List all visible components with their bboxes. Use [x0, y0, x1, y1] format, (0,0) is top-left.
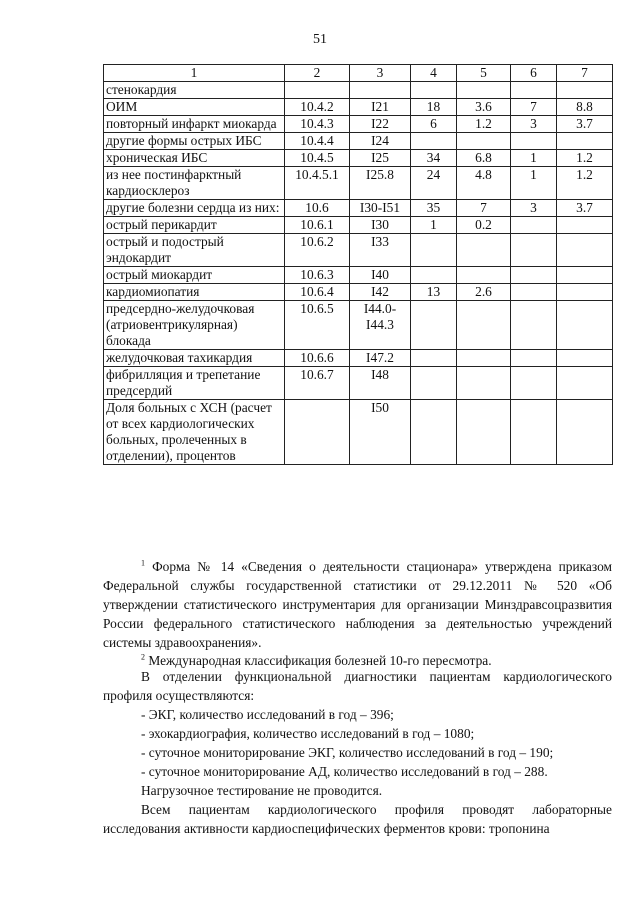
row-label-cell: острый миокардит: [104, 267, 285, 284]
table-row: [104, 200, 613, 217]
table-cell: 35: [411, 200, 457, 217]
table-cell: 10.4.5.1: [285, 167, 350, 200]
header-cell: 7: [557, 65, 613, 82]
table-cell: 10.6.3: [285, 267, 350, 284]
row-label-cell: предсердно-желудочковая (атриовентрикулярная) блокада: [104, 301, 285, 350]
table-cell: I33: [350, 234, 411, 267]
table-cell: 1.2: [457, 116, 511, 133]
table-cell: [511, 400, 557, 465]
table-row: [104, 400, 613, 465]
table-cell: [557, 234, 613, 267]
table-cell: [411, 234, 457, 267]
table-cell: 3.7: [557, 116, 613, 133]
table-cell: [457, 367, 511, 400]
table-cell: [457, 267, 511, 284]
table-cell: 8.8: [557, 99, 613, 116]
row-label-cell: стенокардия: [104, 82, 285, 99]
table-cell: [511, 234, 557, 267]
table-cell: I25.8: [350, 167, 411, 200]
table-cell: I30: [350, 217, 411, 234]
table-cell: [511, 284, 557, 301]
table-row: [104, 82, 613, 99]
row-label-cell: другие болезни сердца из них:: [104, 200, 285, 217]
table-cell: [457, 234, 511, 267]
table-cell: 1: [511, 167, 557, 200]
row-label-cell: повторный инфаркт миокарда: [104, 116, 285, 133]
table-cell: [411, 301, 457, 350]
table-cell: 1: [411, 217, 457, 234]
table-cell: I44.0-I44.3: [350, 301, 411, 350]
table-cell: [511, 82, 557, 99]
header-cell: 6: [511, 65, 557, 82]
row-label-cell: желудочковая тахикардия: [104, 350, 285, 367]
table-cell: 3: [511, 200, 557, 217]
table-cell: 3.6: [457, 99, 511, 116]
row-label-cell: другие формы острых ИБС: [104, 133, 285, 150]
table-cell: 10.4.4: [285, 133, 350, 150]
table-cell: [457, 350, 511, 367]
header-cell: 5: [457, 65, 511, 82]
table-row: [104, 150, 613, 167]
table-cell: 10.6.4: [285, 284, 350, 301]
table-cell: [511, 301, 557, 350]
table-cell: I24: [350, 133, 411, 150]
table-cell: I50: [350, 400, 411, 465]
table-cell: 3: [511, 116, 557, 133]
table-cell: I42: [350, 284, 411, 301]
table-cell: I40: [350, 267, 411, 284]
table-cell: I21: [350, 99, 411, 116]
procedure-item: - эхокардиография, количество исследований в год – 1080;: [141, 726, 475, 741]
table-cell: I47.2: [350, 350, 411, 367]
table-cell: [457, 400, 511, 465]
table-cell: 1.2: [557, 150, 613, 167]
footnote-1: [103, 557, 612, 652]
table-row: [104, 167, 613, 200]
table-cell: 10.6.1: [285, 217, 350, 234]
footnote-1-text: Форма № 14 «Сведения о деятельности стационара» утверждена приказом Федеральной службы государственной статистики от 29.12.2011 № 520 «Об утверждении статистического инструментария для организации Минздравсоцразвития России федерального статистического наблюдения за деятельностью учреждений системы здравоохранения».: [103, 559, 612, 650]
table-cell: 10.6.6: [285, 350, 350, 367]
table-cell: 24: [411, 167, 457, 200]
table-cell: [350, 82, 411, 99]
procedures-list: [103, 705, 612, 838]
table-cell: [557, 267, 613, 284]
table-cell: [511, 367, 557, 400]
header-cell: 1: [104, 65, 285, 82]
table-cell: 1.2: [557, 167, 613, 200]
table-cell: I30-I51: [350, 200, 411, 217]
table-cell: [557, 400, 613, 465]
footnote-2-mark: 2: [141, 652, 145, 662]
table-cell: 10.6.2: [285, 234, 350, 267]
table-row: [104, 284, 613, 301]
table-row: [104, 267, 613, 284]
table-cell: [411, 400, 457, 465]
header-cell: 3: [350, 65, 411, 82]
row-label-cell: острый и подострый эндокардит: [104, 234, 285, 267]
table-cell: 18: [411, 99, 457, 116]
table-cell: [557, 350, 613, 367]
table-cell: [557, 301, 613, 350]
table-row: [104, 367, 613, 400]
table-cell: [285, 400, 350, 465]
table-cell: 1: [511, 150, 557, 167]
table-cell: 13: [411, 284, 457, 301]
table-cell: 6.8: [457, 150, 511, 167]
table-row: [104, 217, 613, 234]
table-cell: [557, 367, 613, 400]
table-cell: [411, 350, 457, 367]
row-label-cell: фибрилляция и трепетание предсердий: [104, 367, 285, 400]
table-cell: 10.4.5: [285, 150, 350, 167]
table-cell: [511, 267, 557, 284]
table-cell: I48: [350, 367, 411, 400]
row-label-cell: Доля больных с ХСН (расчет от всех кардиологических больных, пролеченных в отделении), процентов: [104, 400, 285, 465]
table-cell: 10.4.2: [285, 99, 350, 116]
procedure-item: - ЭКГ, количество исследований в год – 396;: [141, 707, 394, 722]
table-cell: 7: [511, 99, 557, 116]
table-row: [104, 99, 613, 116]
table-cell: 7: [457, 200, 511, 217]
table-cell: 2.6: [457, 284, 511, 301]
table-header-row: [104, 65, 613, 82]
table-cell: 10.6.7: [285, 367, 350, 400]
table-row: [104, 350, 613, 367]
table-cell: 34: [411, 150, 457, 167]
table-cell: [511, 133, 557, 150]
table-cell: [557, 82, 613, 99]
table-cell: [457, 301, 511, 350]
stress-test-note: Нагрузочное тестирование не проводится.: [141, 783, 383, 798]
table-cell: 10.6: [285, 200, 350, 217]
table-cell: [557, 284, 613, 301]
table-row: [104, 301, 613, 350]
statistics-table: [103, 64, 613, 465]
table-cell: [457, 133, 511, 150]
table-cell: [511, 217, 557, 234]
lab-tests-paragraph: Всем пациентам кардиологического профиля проводят лабораторные исследования активности кардиоспецифических ферментов крови: тропонина: [103, 802, 612, 836]
header-cell: 2: [285, 65, 350, 82]
table-row: [104, 234, 613, 267]
table-cell: [411, 267, 457, 284]
table-cell: 4.8: [457, 167, 511, 200]
table-cell: 10.6.5: [285, 301, 350, 350]
row-label-cell: кардиомиопатия: [104, 284, 285, 301]
table-cell: I25: [350, 150, 411, 167]
table-cell: [411, 82, 457, 99]
table-cell: [557, 217, 613, 234]
table-cell: [457, 82, 511, 99]
table-row: [104, 133, 613, 150]
header-cell: 4: [411, 65, 457, 82]
table-cell: [511, 350, 557, 367]
procedure-item: - суточное мониторирование ЭКГ, количество исследований в год – 190;: [141, 745, 554, 760]
footnote-2-text: Международная классификация болезней 10-го пересмотра.: [148, 653, 492, 668]
table-cell: I22: [350, 116, 411, 133]
row-label-cell: из нее постинфарктный кардиосклероз: [104, 167, 285, 200]
table-cell: 0.2: [457, 217, 511, 234]
table-row: [104, 116, 613, 133]
row-label-cell: острый перикардит: [104, 217, 285, 234]
row-label-cell: хроническая ИБС: [104, 150, 285, 167]
table-cell: 10.4.3: [285, 116, 350, 133]
row-label-cell: ОИМ: [104, 99, 285, 116]
table-cell: [557, 133, 613, 150]
procedure-item: - суточное мониторирование АД, количество исследований в год – 288.: [141, 764, 548, 779]
table-cell: [411, 367, 457, 400]
table-cell: [411, 133, 457, 150]
table-cell: 3.7: [557, 200, 613, 217]
footnote-1-mark: 1: [141, 558, 145, 568]
functional-diagnostics-intro: В отделении функциональной диагностики пациентам кардиологического профиля осуществляются:: [103, 669, 612, 703]
table-cell: [285, 82, 350, 99]
page-number: 51: [313, 32, 327, 47]
table-cell: 6: [411, 116, 457, 133]
